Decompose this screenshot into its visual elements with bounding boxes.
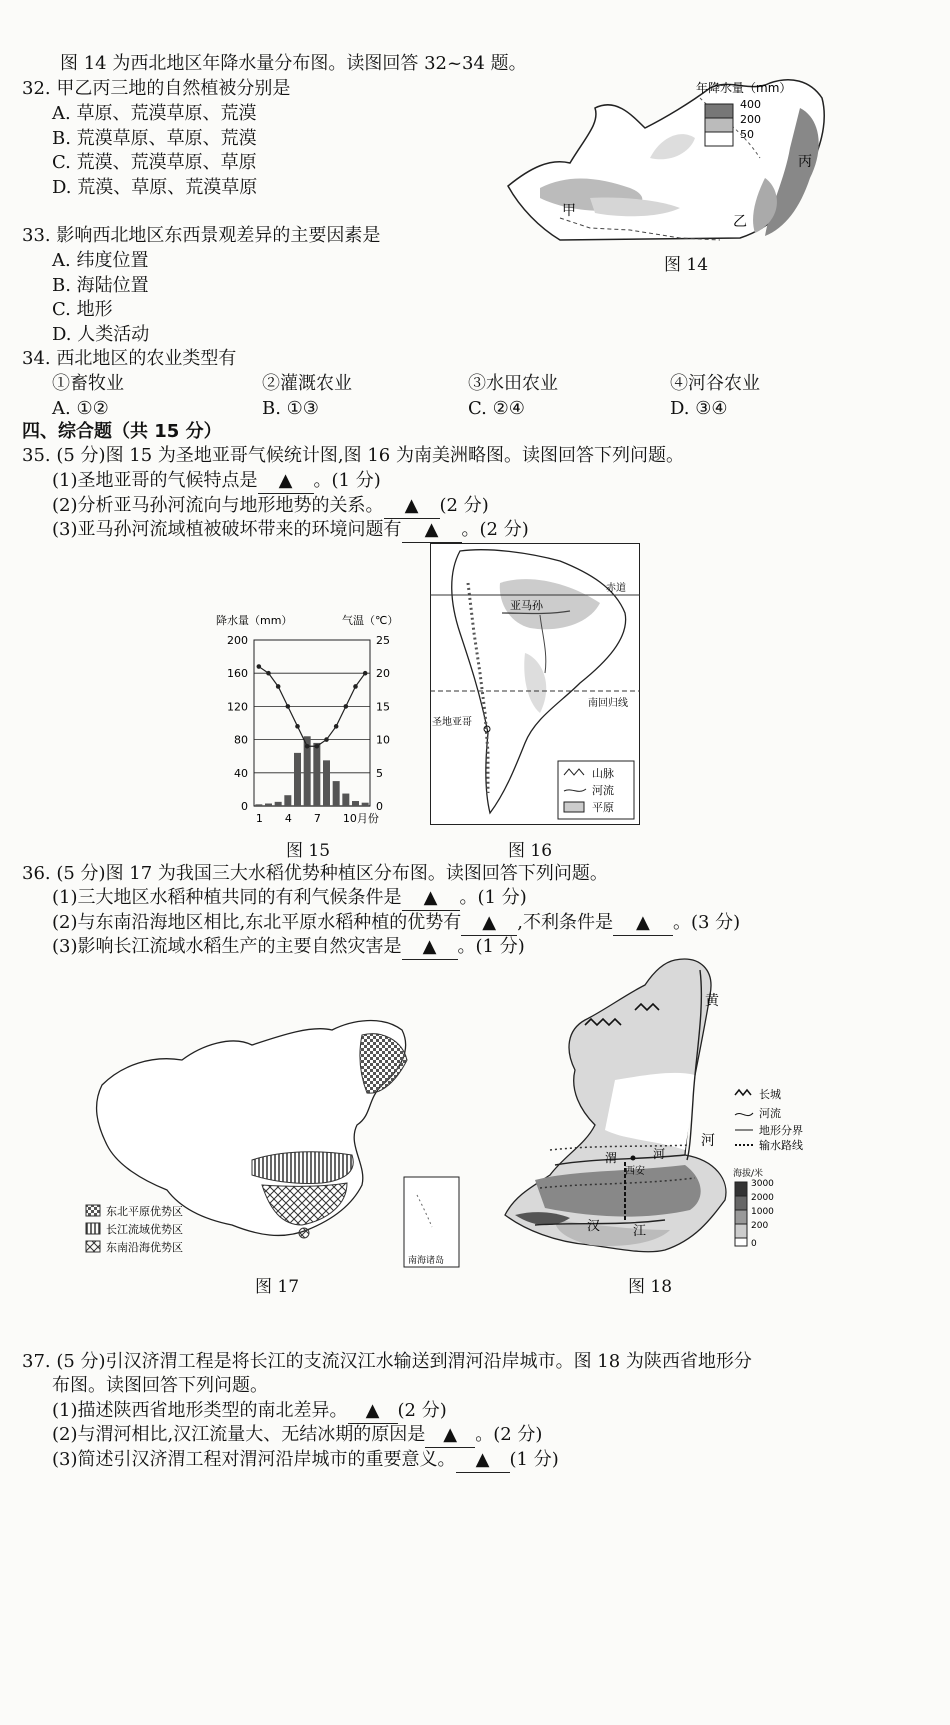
q36-part2: [52, 911, 740, 936]
fig15-precip-bar: [333, 781, 340, 806]
q36-part1-text: (1)三大地区水稻种植共同的有利气候条件是: [52, 887, 402, 908]
fig18-shaanxi-map: [495, 950, 803, 1270]
q34-item-1: ①畜牧业: [52, 373, 124, 394]
fig16-legend-river: 河流: [592, 784, 614, 797]
fig18-elev-2000: 2000: [751, 1193, 774, 1203]
fig16-caption: 图 16: [508, 841, 553, 861]
q37-part2-score: 。(2 分): [475, 1424, 543, 1445]
fig15-temperature-point: [266, 671, 271, 676]
fig15-y-left-tick: 0: [241, 800, 248, 813]
q34-item-2: ②灌溉农业: [262, 373, 352, 394]
q37-part1: [52, 1399, 447, 1424]
triangle-icon: ▲: [475, 1449, 490, 1470]
q37-part2-text: (2)与渭河相比,汉江流量大、无结冰期的原因是: [52, 1424, 426, 1445]
fig18-elev-title: 海拔/米: [733, 1169, 764, 1179]
fig15-precip-bar: [294, 753, 301, 806]
triangle-icon: ▲: [422, 936, 437, 957]
fig15-precip-bar: [313, 743, 320, 806]
fig18-elev-200: 200: [751, 1221, 769, 1231]
q36-part1-score: 。(1 分): [459, 887, 527, 908]
triangle-icon: ▲: [404, 495, 419, 516]
fig15-x-tick: 7: [313, 812, 321, 825]
fig16-city-label: 圣地亚哥: [432, 717, 472, 728]
q36-part3-text: (3)影响长江流域水稻生产的主要自然灾害是: [52, 936, 402, 957]
fig18-elev-1000: 1000: [751, 1207, 774, 1217]
fig15-y-left-tick: 160: [227, 667, 248, 681]
q35-part2-text: (2)分析亚马孙河流向与地形地势的关系。: [52, 495, 384, 516]
q36-part2-text-a: (2)与东南沿海地区相比,东北平原水稻种植的优势有: [52, 912, 462, 933]
fig14-label-yi: 乙: [733, 214, 747, 230]
fig16-equator: 赤道: [606, 583, 626, 594]
fig14-legend-50: 50: [740, 128, 754, 141]
fig14-label-jia: 甲: [562, 203, 576, 219]
triangle-icon: ▲: [482, 912, 497, 933]
fig17-china-map: [82, 1015, 472, 1275]
fig15-y-right-tick: 0: [376, 800, 383, 813]
q37-part3: [52, 1448, 559, 1473]
q34-stem: 34. 西北地区的农业类型有: [22, 348, 237, 369]
fig15-right-label: 气温（℃）: [342, 614, 399, 627]
q33-option-b: B. 海陆位置: [52, 275, 149, 296]
q37-part1-score: (2 分): [397, 1400, 447, 1421]
fig18-elev-3000: 3000: [751, 1179, 774, 1189]
fig15-y-right-tick: 25: [376, 634, 390, 647]
triangle-icon: ▲: [424, 519, 439, 540]
fig15-temperature-point: [344, 704, 349, 709]
fig18-label-he2: 河: [653, 1147, 666, 1161]
fig15-temperature-point: [353, 684, 358, 689]
fig15-plot-frame: [254, 640, 370, 806]
fig15-precip-bar: [352, 801, 359, 806]
q37-part1-blank[interactable]: [348, 1399, 398, 1424]
q35-part1: [52, 469, 381, 494]
q35-part2-score: (2 分): [439, 495, 489, 516]
fig15-temperature-point: [324, 737, 329, 742]
fig18-legend-river: 河流: [759, 1107, 781, 1120]
fig15-temperature-point: [295, 724, 300, 729]
q34-option-b: B. ①③: [262, 398, 319, 419]
fig15-temperature-point: [334, 724, 339, 729]
q36-part1-blank[interactable]: [402, 886, 460, 911]
q37-part3-text: (3)简述引汉济渭工程对渭河沿岸城市的重要意义。: [52, 1449, 456, 1470]
fig15-y-right-tick: 5: [376, 766, 383, 780]
fig15-y-right-tick: 20: [376, 667, 390, 681]
fig18-label-xian: 西安: [625, 1166, 645, 1177]
fig18-label-huang: 黄: [705, 993, 719, 1009]
fig14-label-bing: 丙: [798, 154, 812, 170]
fig17-inset-label: 南海诸岛: [408, 1256, 445, 1266]
q35-part1-text: (1)圣地亚哥的气候特点是: [52, 470, 258, 491]
q36-part3: [52, 935, 525, 960]
q37-stem-line1: 37. (5 分)引汉济渭工程是将长江的支流汉江水输送到渭河沿岸城市。图 18 为陕西省地形分: [22, 1351, 752, 1372]
triangle-icon: ▲: [278, 470, 293, 491]
q37-stem-line2: 布图。读图回答下列问题。: [52, 1375, 268, 1396]
q36-part3-score: 。(1 分): [457, 936, 525, 957]
fig17-legend-northeast: 东北平原优势区: [106, 1205, 183, 1218]
q36-part2-text-b: ,不利条件是: [517, 912, 613, 933]
fig15-climate-chart: [210, 610, 415, 835]
fig15-temperature-point: [286, 704, 291, 709]
q35-stem: 35. (5 分)图 15 为圣地亚哥气候统计图,图 16 为南美洲略图。读图回答下列问题。: [22, 445, 684, 466]
q34-option-a: A. ①②: [52, 398, 109, 419]
fig14-legend-400: 400: [740, 98, 761, 111]
q36-part1: [52, 886, 527, 911]
q37-part2-blank[interactable]: [425, 1423, 475, 1448]
fig14-legend-200: 200: [740, 113, 761, 126]
q35-part3: [52, 518, 529, 543]
fig15-temperature-point: [305, 744, 310, 749]
q35-part1-blank[interactable]: [258, 469, 314, 494]
fig17-legend-southeast: 东南沿海优势区: [106, 1241, 183, 1254]
q33-option-a: A. 纬度位置: [52, 250, 149, 271]
fig18-caption: 图 18: [628, 1277, 673, 1297]
q35-part3-text: (3)亚马孙河流域植被破坏带来的环境问题有: [52, 519, 402, 540]
fig15-left-label: 降水量（mm）: [216, 614, 293, 627]
triangle-icon: ▲: [365, 1400, 380, 1421]
q32-option-b: B. 荒漠草原、草原、荒漠: [52, 128, 257, 149]
q34-item-4: ④河谷农业: [670, 373, 760, 394]
q37-part3-blank[interactable]: [456, 1448, 510, 1473]
q34-option-c: C. ②④: [468, 398, 525, 419]
fig16-legend-plain: 平原: [592, 801, 614, 814]
fig17-legend-yangtze: 长江流域优势区: [106, 1223, 183, 1236]
fig15-precip-bar: [265, 804, 272, 806]
fig15-y-left-tick: 120: [227, 700, 248, 714]
q36-part2-blank-1[interactable]: [461, 911, 517, 936]
q35-part2-blank[interactable]: [384, 494, 440, 519]
fig16-tropic: 南回归线: [588, 698, 628, 709]
fig15-y-left-tick: 200: [227, 634, 248, 647]
fig15-caption: 图 15: [286, 841, 331, 861]
fig15-precip-bar: [255, 804, 262, 806]
q33-option-c: C. 地形: [52, 299, 113, 320]
fig15-temperature-point: [315, 744, 320, 749]
q33-stem: 33. 影响西北地区东西景观差异的主要因素是: [22, 225, 381, 246]
fig15-y-left-tick: 40: [234, 766, 248, 780]
q37-part2: [52, 1423, 542, 1448]
fig15-x-tick: 1: [255, 812, 263, 825]
fig15-precip-bar: [323, 760, 330, 806]
fig18-label-jiang: 江: [633, 1224, 647, 1239]
fig17-caption: 图 17: [255, 1277, 300, 1297]
fig14-map: [500, 68, 840, 248]
fig18-label-wei: 渭: [605, 1151, 618, 1165]
fig15-y-left-tick: 80: [234, 733, 248, 747]
fig15-temperature-point: [363, 671, 368, 676]
q36-part2-blank-2[interactable]: [613, 911, 673, 936]
fig18-label-han: 汉: [587, 1219, 601, 1234]
q32-stem: 32. 甲乙丙三地的自然植被分别是: [22, 78, 291, 99]
fig18-legend-boundary: 地形分界: [759, 1124, 803, 1137]
q36-part3-blank[interactable]: [402, 935, 458, 960]
q36-part2-score: 。(3 分): [672, 912, 741, 933]
section-4-title: 四、综合题（共 15 分）: [22, 421, 222, 442]
q37-part3-score: (1 分): [509, 1449, 559, 1470]
fig15-y-right-tick: 10: [376, 733, 390, 747]
fig15-x-tick: 10月份: [342, 812, 379, 825]
q32-option-c: C. 荒漠、荒漠草原、草原: [52, 152, 257, 173]
fig15-precip-bar: [284, 795, 291, 806]
fig16-river-label: 亚马孙: [510, 599, 543, 612]
fig16-south-america-map: [430, 543, 640, 825]
fig16-legend-mountain: 山脉: [592, 767, 614, 780]
fig18-label-he: 河: [701, 1133, 715, 1149]
q35-part3-blank[interactable]: [402, 518, 462, 543]
fig15-temperature-point: [257, 664, 262, 669]
fig15-x-tick: 4: [284, 812, 292, 825]
q35-part2: [52, 494, 489, 519]
fig18-elev-0: 0: [751, 1239, 757, 1249]
triangle-icon: ▲: [636, 912, 650, 933]
intro-fig14: 图 14 为西北地区年降水量分布图。读图回答 32~34 题。: [60, 53, 527, 74]
fig18-legend-route: 输水路线: [759, 1139, 803, 1152]
fig14-legend-title: 年降水量（mm）: [696, 81, 792, 95]
q32-option-d: D. 荒漠、草原、荒漠草原: [52, 177, 258, 198]
triangle-icon: ▲: [443, 1424, 458, 1445]
fig15-y-right-tick: 15: [376, 700, 390, 714]
fig18-legend-greatwall: 长城: [759, 1088, 781, 1101]
fig15-temperature-point: [276, 684, 281, 689]
triangle-icon: ▲: [423, 887, 438, 908]
q32-option-a: A. 草原、荒漠草原、荒漠: [52, 103, 257, 124]
q35-part1-score: 。(1 分): [313, 470, 381, 491]
q33-option-d: D. 人类活动: [52, 324, 150, 345]
fig15-precip-bar: [362, 803, 369, 806]
q35-part3-score: 。(2 分): [461, 519, 529, 540]
fig15-precip-bar: [275, 802, 282, 806]
q34-option-d: D. ③④: [670, 398, 728, 419]
q37-part1-text: (1)描述陕西省地形类型的南北差异。: [52, 1400, 348, 1421]
q36-stem: 36. (5 分)图 17 为我国三大水稻优势种植区分布图。读图回答下列问题。: [22, 863, 608, 884]
fig14-caption: 图 14: [664, 255, 709, 275]
fig15-precip-bar: [342, 794, 349, 806]
q34-item-3: ③水田农业: [468, 373, 558, 394]
